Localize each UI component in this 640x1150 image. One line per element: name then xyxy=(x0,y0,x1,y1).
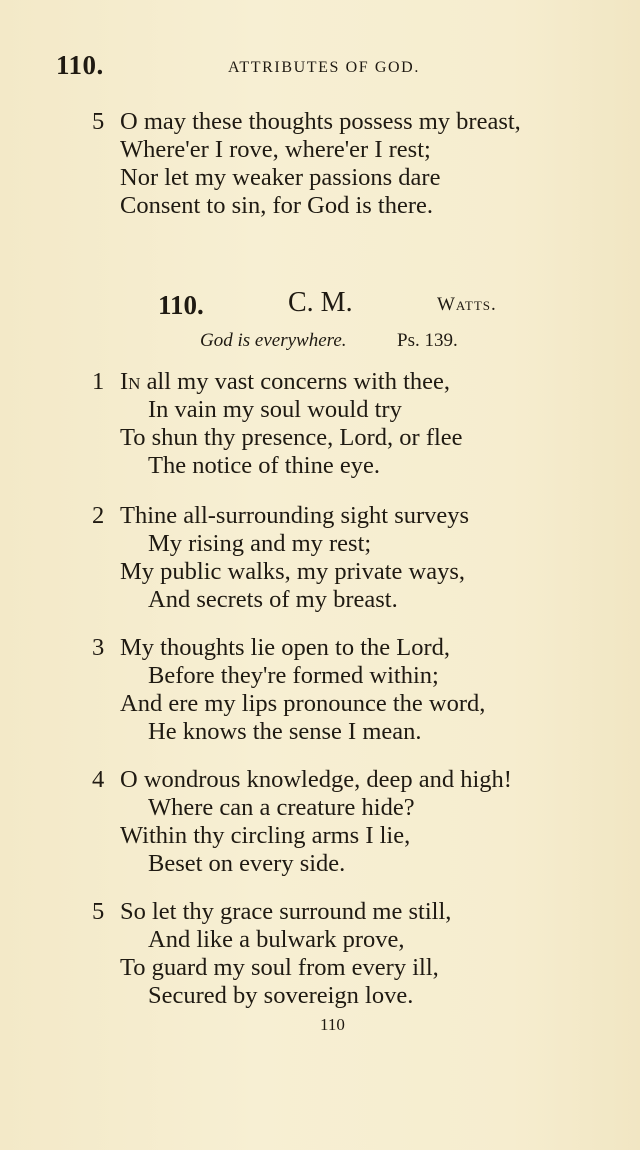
verse-line: Where can a creature hide? xyxy=(148,794,415,821)
header-page-number: 110. xyxy=(56,50,104,80)
verse-line: Consent to sin, for God is there. xyxy=(120,192,434,219)
scripture-reference: Ps. 139. xyxy=(397,330,458,351)
verse-line: Where'er I rove, where'er I rest; xyxy=(120,136,431,163)
verse-line: And ere my lips pronounce the word, xyxy=(120,690,486,717)
verse-line: Secured by sovereign love. xyxy=(148,982,414,1009)
verse-number: 5 xyxy=(92,108,105,135)
verse-line: My public walks, my private ways, xyxy=(120,558,465,585)
running-title: ATTRIBUTES OF GOD. xyxy=(228,59,420,76)
hymn-author: Watts. xyxy=(437,294,497,315)
verse-line: In vain my soul would try xyxy=(148,396,402,423)
verse-number: 3 xyxy=(92,634,105,661)
verse-line: My rising and my rest; xyxy=(148,530,372,557)
verse-line: My thoughts lie open to the Lord, xyxy=(120,634,451,661)
hymn-meter: C. M. xyxy=(288,287,353,318)
verse-line: Beset on every side. xyxy=(148,850,346,877)
verse-line xyxy=(120,368,450,396)
verse-line: And like a bulwark prove, xyxy=(148,926,405,953)
verse-number: 5 xyxy=(92,898,105,925)
verse-line: Nor let my weaker passions dare xyxy=(120,164,441,191)
verse-line: The notice of thine eye. xyxy=(148,452,380,479)
verse-number: 2 xyxy=(92,502,105,529)
verse-number: 4 xyxy=(92,766,105,793)
verse-line-rest: all my vast concerns with thee, xyxy=(140,368,451,395)
verse-line: To guard my soul from every ill, xyxy=(120,954,439,981)
verse-line: O may these thoughts possess my breast, xyxy=(120,108,521,135)
verse-line: And secrets of my breast. xyxy=(148,586,398,613)
hymn-subtitle: God is everywhere. xyxy=(200,330,347,351)
verse-line: He knows the sense I mean. xyxy=(148,718,422,745)
verse-number: 1 xyxy=(92,368,105,395)
hymn-number: 110. xyxy=(158,290,204,320)
verse-line: So let thy grace surround me still, xyxy=(120,898,452,925)
verse-line: O wondrous knowledge, deep and high! xyxy=(120,766,512,793)
verse-line: Thine all-surrounding sight surveys xyxy=(120,502,470,529)
verse-line: Within thy circling arms I lie, xyxy=(120,822,411,849)
footer-page-number: 110 xyxy=(320,1015,345,1034)
drop-cap-word: In xyxy=(120,368,141,395)
verse-line: Before they're formed within; xyxy=(148,662,439,689)
verse-line: To shun thy presence, Lord, or flee xyxy=(120,424,463,451)
